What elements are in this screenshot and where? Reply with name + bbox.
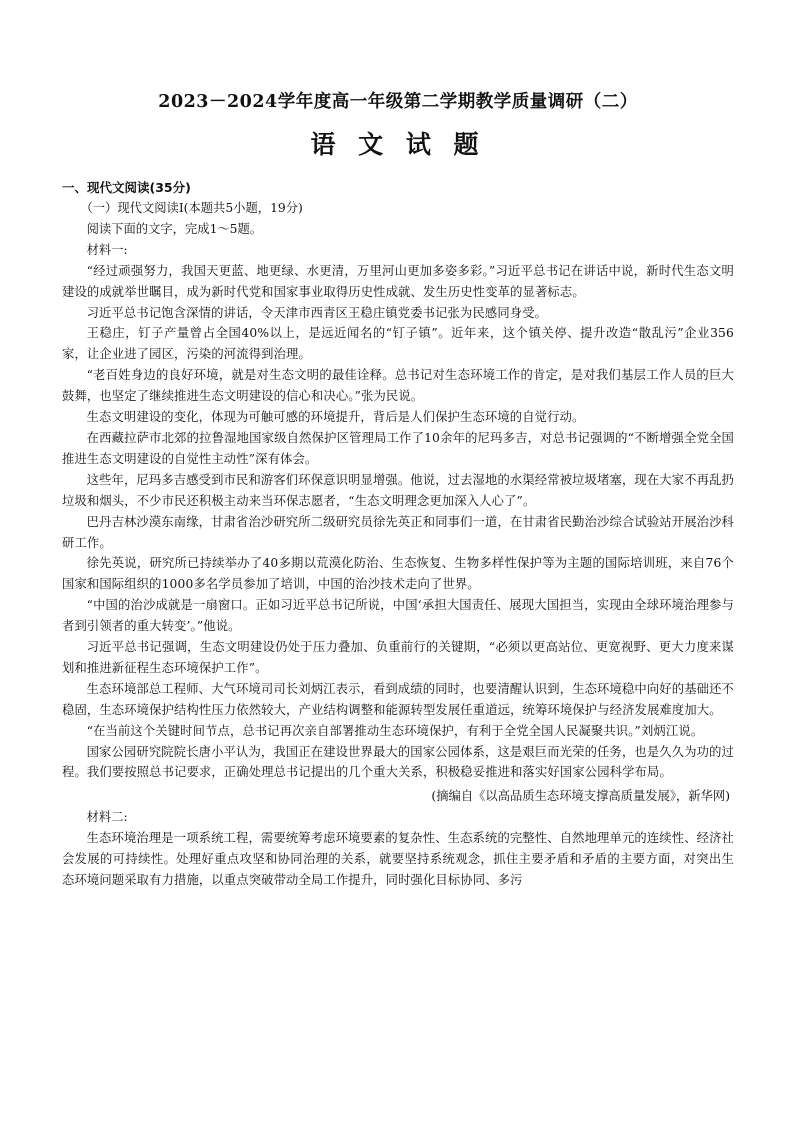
material2-paragraph: 生态环境治理是一项系统工程，需要统筹考虑环境要素的复杂性、生态系统的完整性、自然地理单元的连续性、经济社会发展的可持续性。处理好重点攻坚和协同治理的关系，就要坚持系统观念，抓住主要矛盾和矛盾的主要方面，对突出生态环境问题采取有力措施，以重点突破带动全局工作提升，同时强化目标协同、多污: [62, 831, 734, 888]
material1-paragraph: 习近平总书记强调，生态文明建设仍处于压力叠加、负重前行的关键期，“必须以更高站位、更宽视野、更大力度来谋划和推进新征程生态环境保护工作”。: [62, 640, 734, 675]
section-heading: 一、现代文阅读(35分): [62, 180, 191, 195]
material1-label: 材料一:: [86, 242, 128, 257]
material1-paragraph: 国家公园研究院院长唐小平认为，我国正在建设世界最大的国家公园体系，这是艰巨而光荣的任务，也是久久为功的过程。我们要按照总书记要求，正确处理总书记提出的几个重大关系，积极稳妥推进和落实好国家公园科学布局。: [62, 744, 734, 780]
exam-page: [62, 90, 734, 891]
reading-instruction: 阅读下面的文字，完成1～5题。: [86, 221, 263, 236]
sub-heading: （一）现代文阅读Ⅰ(本题共5小题，19分): [80, 201, 303, 215]
material2-label: 材料二:: [86, 810, 128, 825]
subject-title: 语 文 试 题: [310, 130, 486, 159]
material1-source: (摘编自《以高品质生态环境支撑高质量发展》，新华网): [431, 789, 730, 804]
material1-paragraph: 生态环境部总工程师、大气环境司司长刘炳江表示，看到成绩的同时，也要清醒认识到，生态环境稳中向好的基础还不稳固，生态环境保护结构性压力依然较大，产业结构调整和能源转型发展任重道远，统筹环境保护与经济发展难度加大。: [62, 681, 734, 717]
material1-body: [62, 261, 734, 784]
material1-paragraph: “经过顽强努力，我国天更蓝、地更绿、水更清，万里河山更加多姿多彩。”习近平总书记在讲话中说，新时代生态文明建设的成就举世瞩目，成为新时代党和国家事业取得历史性成就、发生历史性变革的显著标志。: [62, 263, 734, 299]
material1-paragraph: 习近平总书记饱含深情的讲话，令天津市西青区王稳庄镇党委书记张为民感同身受。: [86, 305, 548, 320]
material2-body: [62, 828, 734, 891]
material1-paragraph: 在西藏拉萨市北郊的拉鲁湿地国家级自然保护区管理局工作了10余年的尼玛多吉，对总书记强调的“不断增强全党全国推进生态文明建设的自觉性主动性”深有体会。: [62, 430, 734, 466]
material1-paragraph: “中国的治沙成就是一扇窗口。正如习近平总书记所说，中国‘承担大国责任、展现大国担当，实现由全球环境治理参与者到引领者的重大转变’。”他说。: [62, 598, 734, 634]
material1-paragraph: “在当前这个关键时间节点，总书记再次亲自部署推动生态环境保护，有利于全党全国人民凝聚共识。”刘炳江说。: [86, 723, 704, 738]
material1-paragraph: 这些年，尼玛多吉感受到市民和游客们环保意识明显增强。他说，过去湿地的水渠经常被垃圾堵塞，现在大家不再乱扔垃圾和烟头，不少市民还积极主动来当环保志愿者，“生态文明理念更加深入人心了”。: [62, 472, 734, 508]
material1-paragraph: 生态文明建设的变化，体现为可触可感的环境提升，背后是人们保护生态环境的自觉行动。: [86, 410, 585, 425]
material1-paragraph: 王稳庄，钉子产量曾占全国40%以上，是远近闻名的“钉子镇”。近年来，这个镇关停、提升改造“散乱污”企业356家，让企业进了园区，污染的河流得到治理。: [62, 326, 734, 362]
material1-paragraph: “老百姓身边的良好环境，就是对生态文明的最佳诠释。总书记对生态环境工作的肯定，是对我们基层工作人员的巨大鼓舞，也坚定了继续推进生态文明建设的信心和决心。”张为民说。: [62, 368, 734, 404]
material1-paragraph: 徐先英说，研究所已持续举办了40多期以荒漠化防治、生态恢复、生物多样性保护等为主题的国际培训班，来自76个国家和国际组织的1000多名学员参加了培训，中国的治沙技术走向了世界。: [62, 556, 734, 592]
exam-title: 2023－2024学年度高一年级第二学期教学质量调研（二）: [158, 92, 638, 112]
material1-paragraph: 巴丹吉林沙漠东南缘，甘肃省治沙研究所二级研究员徐先英正和同事们一道，在甘肃省民勤治沙综合试验站开展治沙科研工作。: [62, 514, 734, 550]
